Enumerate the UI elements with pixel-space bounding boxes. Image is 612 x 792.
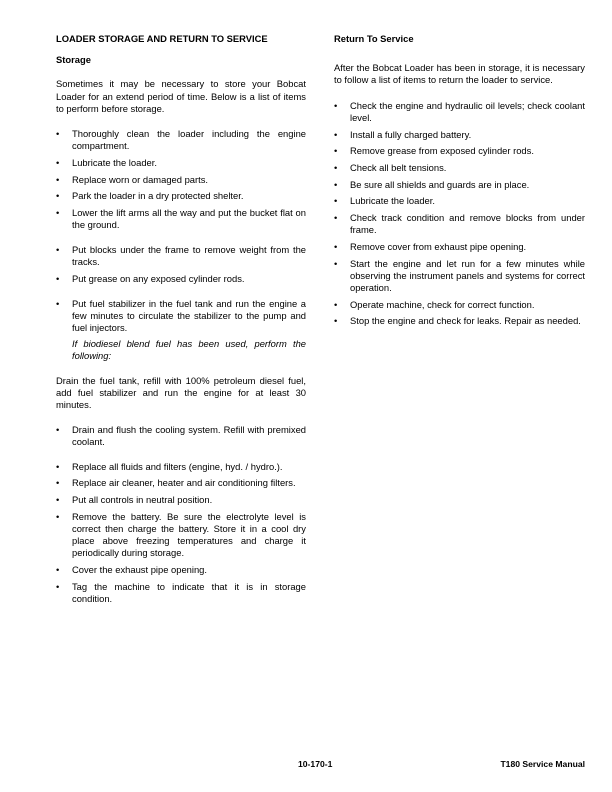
list-item — [334, 299, 585, 311]
bullet-glyph: • — [56, 297, 60, 309]
list-item — [334, 315, 585, 327]
bullet-glyph: • — [56, 207, 60, 219]
bullet-glyph: • — [56, 243, 60, 255]
list-item — [56, 244, 306, 268]
list-item — [334, 162, 585, 174]
bullet-glyph: • — [334, 161, 338, 173]
list-item — [56, 494, 306, 506]
list-item-text: Lubricate the loader. — [350, 195, 435, 207]
storage-intro: Sometimes it may be necessary to store your Bobcat Loader for an extend period of time. Below is a list of items to perform before storage. — [56, 78, 306, 114]
bullet-glyph: • — [334, 99, 338, 111]
bullet-glyph: • — [56, 460, 60, 472]
bullet-glyph: • — [56, 423, 60, 435]
list-item — [56, 461, 306, 473]
list-item — [334, 258, 585, 295]
bullet-glyph: • — [334, 240, 338, 252]
list-item-text: Lower the lift arms all the way and put the bucket flat on the ground. — [72, 207, 306, 231]
bullet-glyph: • — [56, 477, 60, 489]
list-item-text: Remove the battery. Be sure the electrolyte level is correct then charge the battery. Store it in a cool dry place above freezing temperatures and charge it periodically during storage. — [72, 510, 306, 559]
list-item — [56, 128, 306, 152]
list-item — [56, 581, 306, 605]
bullet-glyph: • — [56, 564, 60, 575]
list-item — [56, 174, 306, 186]
list-item-text: Remove grease from exposed cylinder rods. — [350, 145, 534, 157]
bullet-glyph: • — [334, 128, 338, 140]
list-item-text: Put grease on any exposed cylinder rods. — [72, 272, 245, 284]
list-item-text: Drain and flush the cooling system. Refill with premixed coolant. — [72, 423, 306, 447]
bullet-glyph: • — [56, 156, 60, 168]
bullet-glyph: • — [56, 190, 60, 202]
list-item-text: Check track condition and remove blocks from under frame. — [350, 212, 585, 236]
bullet-glyph: • — [56, 128, 60, 140]
bullet-glyph: • — [334, 178, 338, 190]
bullet-glyph: • — [56, 493, 60, 505]
list-item — [56, 190, 306, 202]
bullet-glyph: • — [56, 510, 60, 522]
list-item — [56, 157, 306, 169]
bullet-glyph: • — [334, 298, 338, 310]
return-intro: After the Bobcat Loader has been in storage, it is necessary to follow a list of items to return the loader to service. — [334, 62, 585, 86]
list-item-text: Put all controls in neutral position. — [72, 493, 213, 505]
bullet-glyph: • — [334, 145, 338, 157]
list-item-text: Thoroughly clean the loader including the engine compartment. — [72, 128, 306, 152]
list-item-text: Be sure all shields and guards are in place. — [350, 178, 530, 190]
biodiesel-note: If biodiesel blend fuel has been used, perform the following: — [72, 338, 306, 362]
bullet-glyph: • — [56, 272, 60, 284]
list-item-text: Install a fully charged battery. — [350, 128, 472, 140]
list-item-text: Lubricate the loader. — [72, 156, 157, 168]
bullet-glyph: • — [56, 173, 60, 185]
list-item — [56, 511, 306, 560]
list-item-text: Stop the engine and check for leaks. Repair as needed. — [350, 315, 581, 327]
page-title: LOADER STORAGE AND RETURN TO SERVICE — [56, 33, 268, 44]
list-item — [334, 212, 585, 236]
list-item-text: Cover the exhaust pipe opening. — [72, 564, 207, 575]
list-item-text: Check the engine and hydraulic oil levels; check coolant level. — [350, 99, 585, 123]
list-item-text: Replace all fluids and filters (engine, hyd. / hydro.). — [72, 460, 283, 472]
list-item-text: Operate machine, check for correct function. — [350, 298, 535, 310]
list-item — [56, 207, 306, 231]
storage-list — [56, 128, 306, 605]
bullet-glyph: • — [334, 315, 338, 327]
list-item — [56, 273, 306, 285]
list-item-text: Check all belt tensions. — [350, 161, 447, 173]
manual-title: T180 Service Manual — [500, 759, 585, 769]
list-item-text: Start the engine and let run for a few minutes while observing the instrument panels and systems for correct operation. — [350, 257, 585, 294]
list-item — [334, 129, 585, 141]
bullet-glyph: • — [334, 195, 338, 207]
list-item-text: Remove cover from exhaust pipe opening. — [350, 240, 527, 252]
list-item — [56, 477, 306, 489]
list-item-text: Put fuel stabilizer in the fuel tank and run the engine a few minutes to circulate the stabilizer to the pump and fuel injectors. — [72, 297, 306, 333]
list-item — [56, 564, 306, 576]
bullet-glyph: • — [334, 212, 338, 224]
list-item-text: Park the loader in a dry protected shelter. — [72, 190, 244, 202]
list-item — [56, 424, 306, 448]
list-item — [334, 241, 585, 253]
drain-note: Drain the fuel tank, refill with 100% petroleum diesel fuel, add fuel stabilizer and run the engine for at least 30 minutes. — [56, 374, 306, 410]
bullet-glyph: • — [56, 580, 60, 592]
right-column — [334, 33, 585, 328]
page-number: 10-170-1 — [298, 759, 333, 769]
list-item-text: Replace worn or damaged parts. — [72, 173, 209, 185]
list-item-text: Put blocks under the frame to remove weight from the tracks. — [72, 243, 306, 268]
list-item — [334, 100, 585, 124]
bullet-glyph: • — [334, 257, 338, 269]
return-list — [334, 100, 585, 328]
list-item — [334, 145, 585, 157]
list-item-text: Tag the machine to indicate that it is in storage condition. — [72, 580, 306, 604]
storage-heading: Storage — [56, 54, 91, 66]
list-item — [56, 298, 306, 412]
left-column — [56, 33, 306, 605]
return-heading: Return To Service — [334, 33, 414, 44]
list-item — [334, 179, 585, 191]
list-item — [334, 195, 585, 207]
list-item-text: Replace air cleaner, heater and air conditioning filters. — [72, 477, 296, 489]
